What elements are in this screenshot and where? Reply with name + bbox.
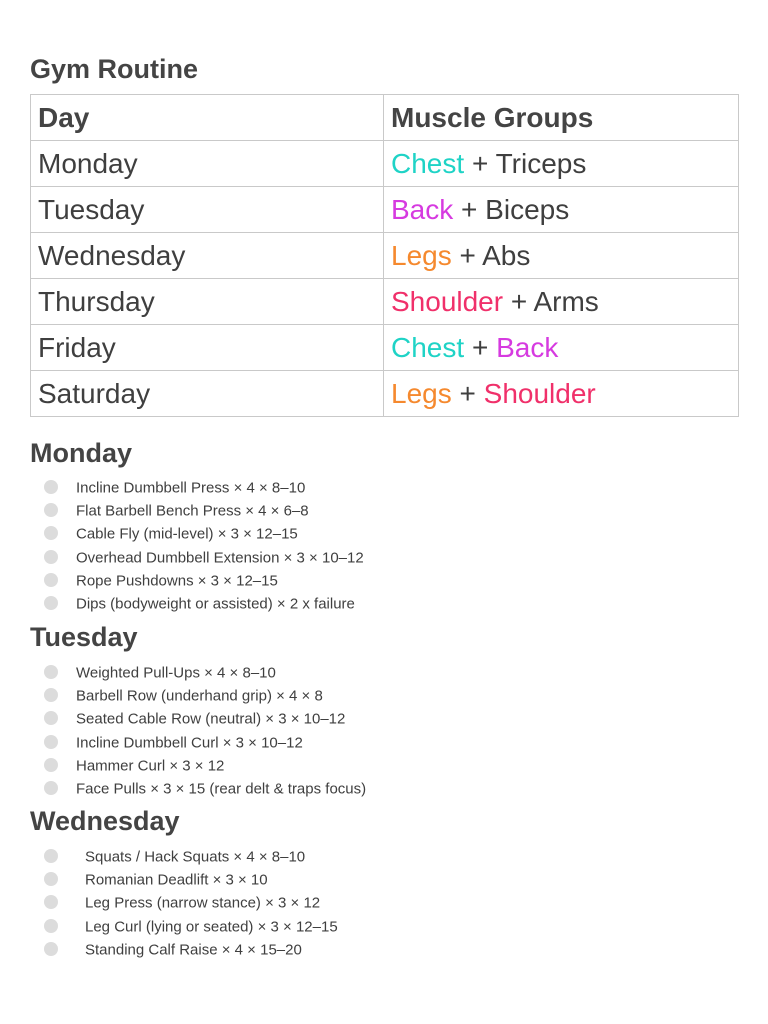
muscle-groups-cell — [384, 325, 739, 371]
bullet-icon — [44, 711, 58, 725]
plus-separator: + — [510, 285, 528, 317]
exercise-text: Overhead Dumbbell Extension × 3 × 10–12 — [76, 548, 364, 566]
bullet-icon — [44, 550, 58, 564]
bullet-icon — [44, 781, 58, 795]
muscle-group: Back — [391, 193, 454, 225]
exercise-text: Weighted Pull-Ups × 4 × 8–10 — [76, 664, 276, 682]
table-row — [31, 187, 739, 233]
exercise-text: Incline Dumbbell Press × 4 × 8–10 — [76, 479, 306, 497]
plus-separator: + — [461, 193, 478, 225]
bullet-icon — [44, 895, 58, 909]
table-header-row — [31, 95, 739, 141]
muscle-group: Chest — [391, 331, 465, 363]
list-item — [44, 707, 366, 730]
exercise-text: Cable Fly (mid-level) × 3 × 12–15 — [76, 525, 298, 543]
muscle-group: Back — [496, 331, 559, 363]
exercise-list-wednesday — [44, 845, 338, 961]
muscle-groups-cell — [384, 279, 739, 325]
bullet-icon — [44, 480, 58, 494]
page-title: Gym Routine — [30, 54, 199, 84]
bullet-icon — [44, 849, 58, 863]
muscle-groups-cell — [384, 233, 739, 279]
section-heading-wednesday: Wednesday — [30, 806, 180, 836]
exercise-text: Romanian Deadlift × 3 × 10 — [85, 871, 268, 889]
table-body — [31, 141, 739, 417]
muscle-groups-cell — [384, 187, 739, 233]
section-heading-tuesday: Tuesday — [30, 622, 138, 652]
bullet-icon — [44, 688, 58, 702]
bullet-icon — [44, 526, 58, 540]
header-muscle-groups: Muscle Groups — [384, 95, 739, 141]
table-row — [31, 233, 739, 279]
muscle-groups-cell — [384, 371, 739, 417]
list-item — [44, 891, 338, 914]
exercise-text: Leg Press (narrow stance) × 3 × 12 — [85, 894, 321, 912]
list-item — [44, 915, 338, 938]
day-cell: Tuesday — [31, 187, 384, 233]
list-item — [44, 499, 364, 522]
bullet-icon — [44, 872, 58, 886]
bullet-icon — [44, 665, 58, 679]
list-item — [44, 476, 364, 499]
exercise-text: Standing Calf Raise × 4 × 15–20 — [85, 941, 302, 959]
day-cell: Friday — [31, 325, 384, 371]
muscle-group: Legs — [391, 377, 452, 409]
exercise-text: Seated Cable Row (neutral) × 3 × 10–12 — [76, 710, 346, 728]
muscle-group: Shoulder — [391, 285, 504, 317]
plus-separator: + — [459, 377, 476, 409]
plus-separator: + — [471, 331, 489, 363]
bullet-icon — [44, 758, 58, 772]
exercise-text: Incline Dumbbell Curl × 3 × 10–12 — [76, 733, 303, 751]
list-item — [44, 592, 364, 615]
exercise-text: Leg Curl (lying or seated) × 3 × 12–15 — [85, 917, 338, 935]
muscle-group: Biceps — [485, 193, 570, 225]
plus-separator: + — [459, 239, 476, 271]
header-day: Day — [31, 95, 384, 141]
list-item — [44, 661, 366, 684]
exercise-text: Face Pulls × 3 × 15 (rear delt & traps focus) — [76, 780, 367, 798]
muscle-group: Abs — [482, 239, 531, 271]
exercise-text: Rope Pushdowns × 3 × 12–15 — [76, 572, 278, 590]
bullet-icon — [44, 596, 58, 610]
exercise-list-monday — [44, 476, 364, 615]
muscle-group: Arms — [533, 285, 599, 317]
list-item — [44, 845, 338, 868]
exercise-list-tuesday — [44, 661, 366, 800]
bullet-icon — [44, 942, 58, 956]
muscle-groups-cell — [384, 141, 739, 187]
table-row — [31, 141, 739, 187]
list-item — [44, 777, 366, 800]
bullet-icon — [44, 503, 58, 517]
list-item — [44, 522, 364, 545]
section-heading-monday: Monday — [30, 438, 133, 468]
exercise-text: Flat Barbell Bench Press × 4 × 6–8 — [76, 502, 309, 520]
bullet-icon — [44, 919, 58, 933]
table-row — [31, 279, 739, 325]
muscle-group: Chest — [391, 147, 465, 179]
exercise-text: Hammer Curl × 3 × 12 — [76, 757, 225, 775]
table-row — [31, 371, 739, 417]
bullet-icon — [44, 573, 58, 587]
list-item — [44, 731, 366, 754]
muscle-group: Shoulder — [483, 377, 596, 409]
day-cell: Monday — [31, 141, 384, 187]
day-cell: Thursday — [31, 279, 384, 325]
muscle-group: Legs — [391, 239, 452, 271]
list-item — [44, 569, 364, 592]
routine-table — [30, 94, 739, 417]
table-row — [31, 325, 739, 371]
muscle-group: Triceps — [495, 147, 587, 179]
list-item — [44, 868, 338, 891]
day-cell: Saturday — [31, 371, 384, 417]
plus-separator: + — [471, 147, 489, 179]
list-item — [44, 938, 338, 961]
list-item — [44, 684, 366, 707]
exercise-text: Barbell Row (underhand grip) × 4 × 8 — [76, 687, 323, 705]
list-item — [44, 754, 366, 777]
exercise-text: Dips (bodyweight or assisted) × 2 x failure — [76, 595, 355, 613]
day-cell: Wednesday — [31, 233, 384, 279]
list-item — [44, 546, 364, 569]
bullet-icon — [44, 735, 58, 749]
exercise-text: Squats / Hack Squats × 4 × 8–10 — [85, 848, 306, 866]
